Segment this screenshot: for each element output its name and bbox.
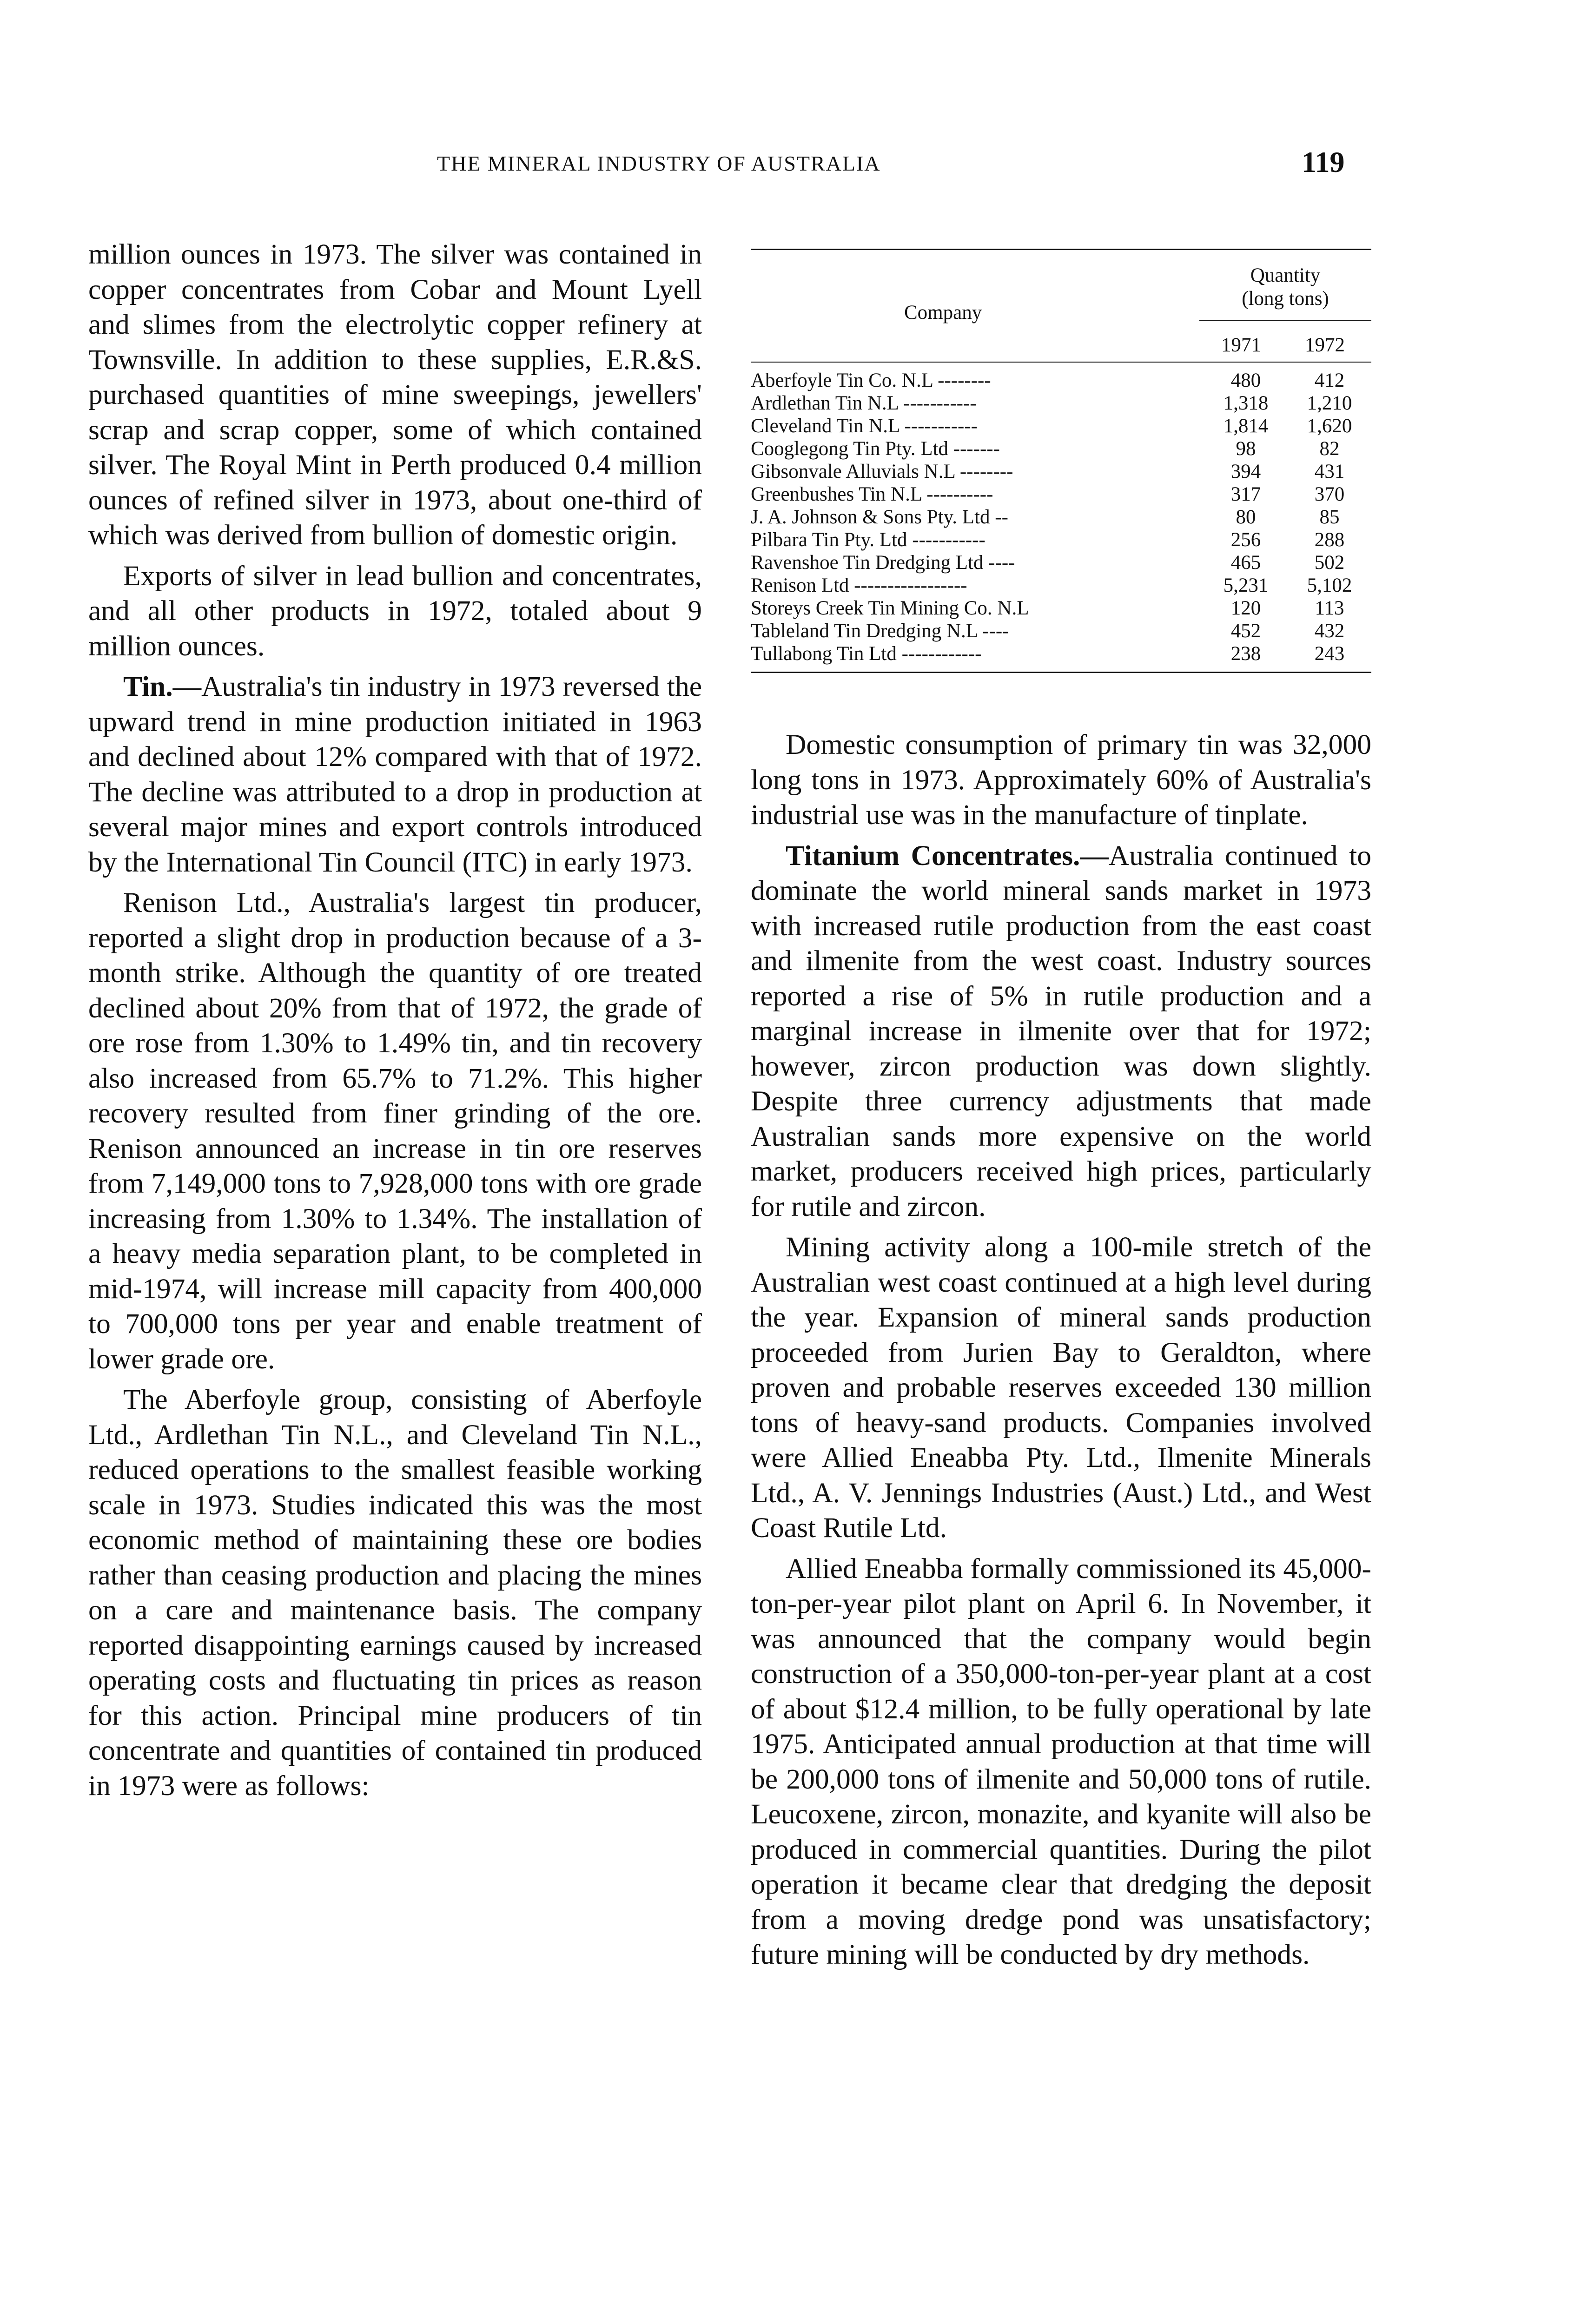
company-name-cell: Cleveland Tin N.L -----------: [751, 415, 978, 437]
table-row: [751, 392, 1371, 415]
value-1972-cell: 113: [1315, 597, 1344, 619]
paragraph-mining-activity: Mining activity along a 100-mile stretch of the Australian west coast continued at a high level during the year. Expansion of mineral sands production proceeded from Jurien Bay to Geraldton, where proven and probable reserves exceeded 130 million tons of heavy-sand products. Companies involved were Allied Eneabba Pty. Ltd., Ilmenite Minerals Ltd., A. V. Jennings Industries (Aust.) Ltd., and West Coast Rutile Ltd.: [751, 1231, 1371, 1544]
value-1972-cell: 288: [1314, 529, 1345, 551]
value-1972-cell: 82: [1319, 438, 1340, 460]
value-1972-cell: 243: [1314, 643, 1345, 665]
tin-text: Australia's tin industry in 1973 reversed the upward trend in mine production initiated in 1963 and declined about 12% compared with that of 1972. The decline was attributed to a drop in production at several major mines and export controls introduced by the International Tin Council (ITC) in early 1973.: [88, 671, 702, 878]
table-row: [751, 574, 1371, 597]
paragraph-renison: Renison Ltd., Australia's largest tin producer, reported a slight drop in production because of a 3-month strike. Although the quantity of ore treated declined about 20% from that of 1972, the grade of ore rose from 1.30% to 1.49% tin, and tin recovery also increased from 65.7% to 71.2%. This higher recovery resulted from finer grinding of the ore. Renison announced an increase in tin ore reserves from 7,149,000 tons to 7,928,000 tons with ore grade increasing from 1.30% to 1.34%. The installation of a heavy media separation plant, to be completed in mid-1974, will increase mill capacity from 400,000 to 700,000 tons per year and enable treatment of lower grade ore.: [88, 887, 702, 1375]
table-body: [751, 363, 1371, 672]
tin-heading: Tin.—: [123, 671, 202, 702]
value-1971-cell: 80: [1236, 506, 1256, 528]
company-name-cell: Gibsonvale Alluvials N.L --------: [751, 461, 1013, 482]
paragraph-silver-exports: Exports of silver in lead bullion and concentrates, and all other products in 1972, totaled about 9 million ounces.: [88, 560, 702, 662]
value-1972-cell: 432: [1314, 620, 1345, 642]
table-row: [751, 506, 1371, 528]
running-head: THE MINERAL INDUSTRY OF AUSTRALIA: [437, 152, 881, 175]
table-row: [751, 460, 1371, 483]
value-1971-cell: 256: [1230, 529, 1261, 551]
value-1971-cell: 480: [1230, 370, 1261, 391]
year-1972-header: 1972: [1305, 334, 1345, 356]
table-bottom-rule: [751, 672, 1371, 673]
company-name-cell: Cooglegong Tin Pty. Ltd -------: [751, 438, 1000, 460]
value-1971-cell: 317: [1230, 483, 1261, 505]
value-1972-cell: 85: [1319, 506, 1340, 528]
right-column: [751, 727, 1371, 1978]
quantity-header-line2: (long tons): [1242, 288, 1329, 310]
company-name-cell: Ravenshoe Tin Dredging Ltd ----: [751, 552, 1015, 574]
company-name-cell: Greenbushes Tin N.L ----------: [751, 483, 993, 505]
company-name-cell: Aberfoyle Tin Co. N.L --------: [751, 370, 991, 391]
company-name-cell: Tullabong Tin Ltd ------------: [751, 643, 982, 665]
quantity-header-line1: Quantity: [1250, 264, 1321, 286]
table-row: [751, 642, 1371, 665]
paragraph-tin: [88, 669, 702, 880]
table-row: [751, 369, 1371, 392]
table-header: [751, 250, 1371, 362]
titanium-text: Australia continued to dominate the world mineral sands market in 1973 with increased rutile production from the east coast and ilmenite from the west coast. Industry sources reported a rise of 5% in rutile production and a marginal increase in ilmenite over that for 1972; however, zircon production was down slightly. Despite three currency adjustments that made Australian sands more expensive on the world market, producers received high prices, particularly for rutile and zircon.: [751, 839, 1371, 1222]
value-1971-cell: 98: [1236, 438, 1256, 460]
paragraph-titanium: [751, 838, 1371, 1225]
paragraph-allied-eneabba: Allied Eneabba formally commissioned its 45,000-ton-per-year pilot plant on April 6. In November, it was announced that the company would begin construction of a 350,000-ton-per-year plant at a cost of about $12.4 million, to be fully operational by late 1975. Anticipated annual production at that time will be 200,000 tons of ilmenite and 50,000 tons of rutile. Leucoxene, zircon, monazite, and kyanite will also be produced in commercial quantities. During the pilot operation it became clear that dredging the deposit from a moving dredge pond was unsatisfactory; future mining will be conducted by dry methods.: [751, 1552, 1371, 1970]
tin-producers-table: [751, 249, 1371, 673]
paragraph-silver: million ounces in 1973. The silver was contained in copper concentrates from Cobar and Mount Lyell and slimes from the electrolytic copper refinery at Townsville. In addition to these supplies, E.R.&S. purchased quantities of mine sweepings, jewellers' scrap and scrap copper, some of which contained silver. The Royal Mint in Perth produced 0.4 million ounces of refined silver in 1973, about one-third of which was derived from bullion of domestic origin.: [88, 238, 702, 551]
table-row: [751, 483, 1371, 506]
value-1972-cell: 1,210: [1307, 392, 1352, 414]
value-1971-cell: 238: [1230, 643, 1261, 665]
paragraph-aberfoyle: The Aberfoyle group, consisting of Aberfoyle Ltd., Ardlethan Tin N.L., and Cleveland Tin N.L., reduced operations to the smallest feasible working scale in 1973. Studies indicated this was the most economic method of maintaining these ore bodies rather than ceasing production and placing the mines on a care and maintenance basis. The company reported disappointing earnings caused by increased operating costs and fluctuating tin prices as reason for this action. Principal mine producers of tin concentrate and quantities of contained tin produced in 1973 were as follows:: [88, 1384, 702, 1802]
value-1972-cell: 431: [1314, 461, 1345, 482]
value-1971-cell: 452: [1230, 620, 1261, 642]
left-column: [88, 237, 702, 1809]
company-name-cell: Ardlethan Tin N.L -----------: [751, 392, 977, 414]
value-1972-cell: 370: [1314, 483, 1345, 505]
paragraph-domestic-consumption: Domestic consumption of primary tin was 32,000 long tons in 1973. Approximately 60% of Australia's industrial use was in the manufacture of tinplate.: [751, 729, 1371, 831]
value-1971-cell: 1,814: [1223, 415, 1269, 437]
year-1971-header: 1971: [1221, 334, 1261, 356]
titanium-heading: Titanium Concentrates.—: [786, 839, 1109, 872]
value-1971-cell: 465: [1230, 552, 1261, 574]
value-1971-cell: 5,231: [1223, 574, 1269, 596]
quantity-column-header: [1206, 264, 1364, 310]
page-number: 119: [1302, 145, 1345, 178]
company-column-header: Company: [904, 302, 982, 324]
value-1971-cell: 394: [1230, 461, 1261, 482]
company-name-cell: Storeys Creek Tin Mining Co. N.L: [751, 597, 1029, 619]
year-headers: [1199, 320, 1371, 357]
table-row: [751, 437, 1371, 460]
value-1971-cell: 120: [1230, 597, 1261, 619]
company-name-cell: Renison Ltd -----------------: [751, 574, 967, 596]
company-name-cell: J. A. Johnson & Sons Pty. Ltd --: [751, 506, 1008, 528]
value-1972-cell: 412: [1314, 370, 1345, 391]
table-row: [751, 620, 1371, 642]
value-1971-cell: 1,318: [1223, 392, 1269, 414]
value-1972-cell: 5,102: [1307, 574, 1352, 596]
table-row: [751, 597, 1371, 620]
company-name-cell: Pilbara Tin Pty. Ltd -----------: [751, 529, 986, 551]
table-row: [751, 551, 1371, 574]
table-row: [751, 528, 1371, 551]
table-row: [751, 415, 1371, 437]
company-name-cell: Tableland Tin Dredging N.L ----: [751, 620, 1009, 642]
value-1972-cell: 502: [1314, 552, 1345, 574]
value-1972-cell: 1,620: [1307, 415, 1352, 437]
